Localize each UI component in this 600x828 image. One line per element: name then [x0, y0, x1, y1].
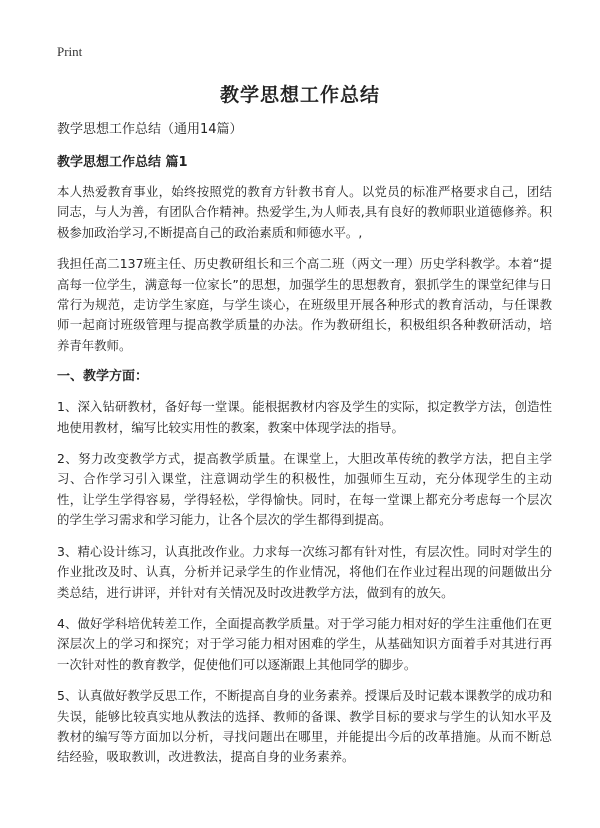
page-title: 教学思想工作总结: [219, 84, 380, 106]
teaching-item-1: 1、深入钻研教材，备好每一堂课。能根据教材内容及学生的实际，拟定教学方法，创造性地使用教材，编写比较实用性的教案，教案中体现学法的指导。: [57, 399, 552, 435]
document-body: [57, 120, 552, 779]
teaching-item-4: 4、做好学科培优转差工作，全面提高教学质量。对于学习能力相对好的学生注重他们在更深层次上的学习和探究；对于学习能力相对困难的学生，从基础知识方面着手对其进行再一次针对性的教育教学，促使他们可以逐渐跟上其他同学的脚步。: [57, 615, 552, 672]
section-title: 教学思想工作总结 篇1: [57, 155, 188, 170]
teaching-heading: 一、教学方面：: [57, 369, 149, 385]
paragraph-duties: 我担任高二137班主任、历史教研组长和三个高二班（两文一理）历史学科教学。本着“提高每一位学生，满意每一位家长”的思想，加强学生的思想教育，狠抓学生的课堂纪律与日常行为规范，走访学生家庭，与学生谈心，在班级里开展各种形式的教育活动，与任课教师一起商讨班级管理与提高教学质量的办法。作为教研组长，积极组织各种教研活动，培养青年教师。: [57, 256, 552, 353]
print-link[interactable]: Print: [57, 44, 83, 59]
teaching-item-3: 3、精心设计练习，认真批改作业。力求每一次练习都有针对性，有层次性。同时对学生的作业批改及时、认真，分析并记录学生的作业情况，将他们在作业过程出现的问题做出分类总结，进行讲评，并针对有关情况及时改进教学方法，做到有的放矢。: [57, 543, 552, 600]
teaching-item-5: 5、认真做好教学反思工作，不断提高自身的业务素养。授课后及时记载本课教学的成功和失误，能够比较真实地从教法的选择、教师的备课、教学目标的要求与学生的认知水平及教材的编写等方面加以分析，寻找问题出在哪里，并能提出今后的改革措施。从而不断总结经验，吸取教训，改进教法，提高自身的业务素养。: [57, 688, 552, 765]
teaching-item-2: 2、努力改变教学方式，提高教学质量。在课堂上，大胆改革传统的教学方法，把自主学习、合作学习引入课堂，注意调动学生的积极性，加强师生互动，充分体现学生的主动性，让学生学得容易，学得轻松，学得愉快。同时，在每一堂课上都充分考虑每一个层次的学生学习需求和学习能力，让各个层次的学生都得到提高。: [57, 451, 552, 528]
document-subtitle: 教学思想工作总结（通用14篇）: [57, 122, 243, 137]
paragraph-intro: 本人热爱教育事业，始终按照党的教育方针教书育人。以党员的标准严格要求自己，团结同志，与人为善，有团队合作精神。热爱学生,为人师表,具有良好的教师职业道德修养。积极参加政治学习,不断提高自己的政治素质和师德水平。,: [57, 184, 552, 240]
